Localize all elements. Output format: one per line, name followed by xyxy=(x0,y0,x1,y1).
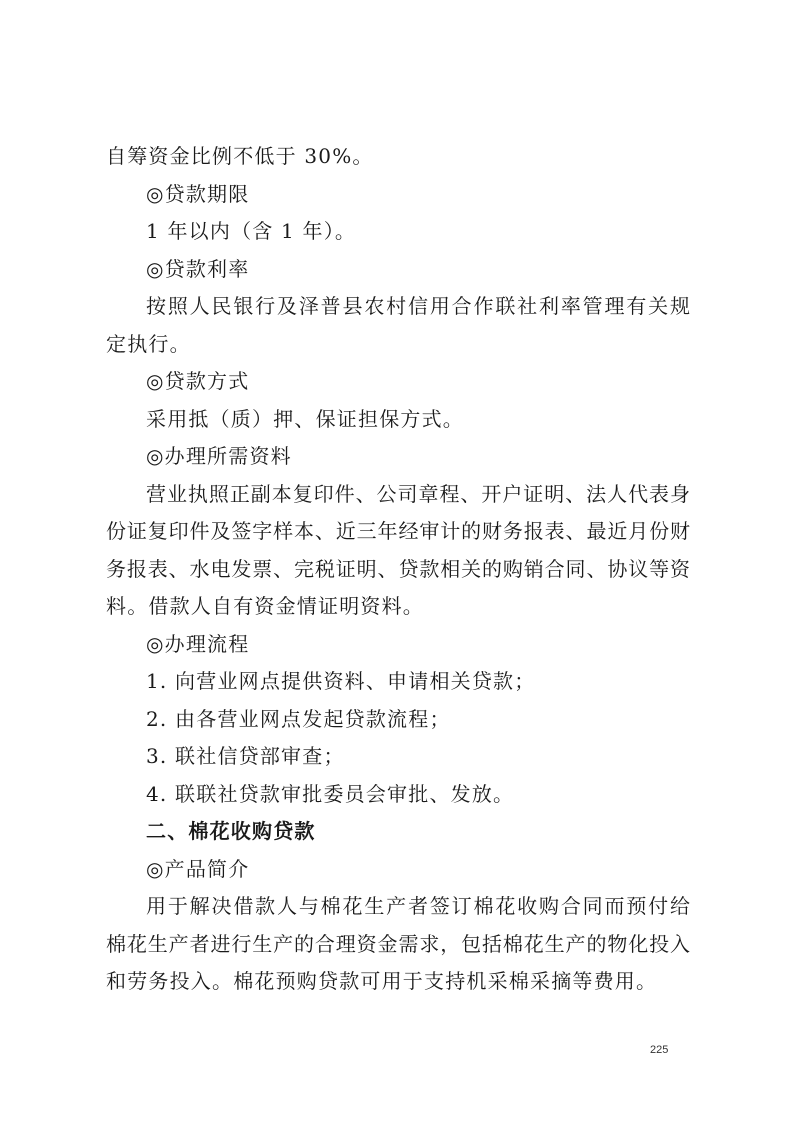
section-heading-cotton-purchase-loan: 二、棉花收购贷款 xyxy=(146,819,316,843)
text-line-interest-rate-1: 按照人民银行及泽普县农村信用合作联社利率管理有关规 xyxy=(146,294,690,318)
text-line-interest-rate-2: 定执行。 xyxy=(106,331,191,356)
section-marker-process: ◎办理流程 xyxy=(146,631,250,656)
text-line-documents-2: 份证复印件及签字样本、近三年经审计的财务报表、最近月份财 xyxy=(106,519,690,543)
section-marker-product-intro: ◎产品简介 xyxy=(146,856,250,881)
text-line-documents-3: 务报表、水电发票、完税证明、贷款相关的购销合同、协议等资 xyxy=(106,556,690,581)
page-number: 225 xyxy=(650,1044,669,1056)
section-marker-interest-rate: ◎贷款利率 xyxy=(146,256,250,281)
process-step-1: 1. 向营业网点提供资料、申请相关贷款； xyxy=(146,669,536,693)
text-line-product-intro-3: 和劳务投入。棉花预购贷款可用于支持机采棉采摘等费用。 xyxy=(106,969,658,993)
section-marker-loan-term: ◎贷款期限 xyxy=(146,181,250,206)
process-step-4: 4. 联联社贷款审批委员会审批、发放。 xyxy=(146,781,515,806)
process-step-3: 3. 联社信贷部审查； xyxy=(146,744,345,768)
text-line-loan-term: 1 年以内（含 1 年）。 xyxy=(146,219,357,243)
process-step-2: 2. 由各营业网点发起贷款流程； xyxy=(146,706,451,731)
text-line-product-intro-2: 棉花生产者进行生产的合理资金需求，包括棉花生产的物化投入 xyxy=(106,931,690,956)
text-line-documents-4: 料。借款人自有资金情证明资料。 xyxy=(106,594,424,618)
text-line-self-funding-ratio: 自筹资金比例不低于 30%。 xyxy=(106,144,374,168)
text-line-product-intro-1: 用于解决借款人与棉花生产者签订棉花收购合同而预付给 xyxy=(146,894,690,918)
text-line-loan-method: 采用抵（质）押、保证担保方式。 xyxy=(146,406,464,431)
document-body xyxy=(106,138,690,1001)
section-marker-required-documents: ◎办理所需资料 xyxy=(146,444,292,468)
section-marker-loan-method: ◎贷款方式 xyxy=(146,369,250,393)
text-line-documents-1: 营业执照正副本复印件、公司章程、开户证明、法人代表身 xyxy=(146,481,690,506)
